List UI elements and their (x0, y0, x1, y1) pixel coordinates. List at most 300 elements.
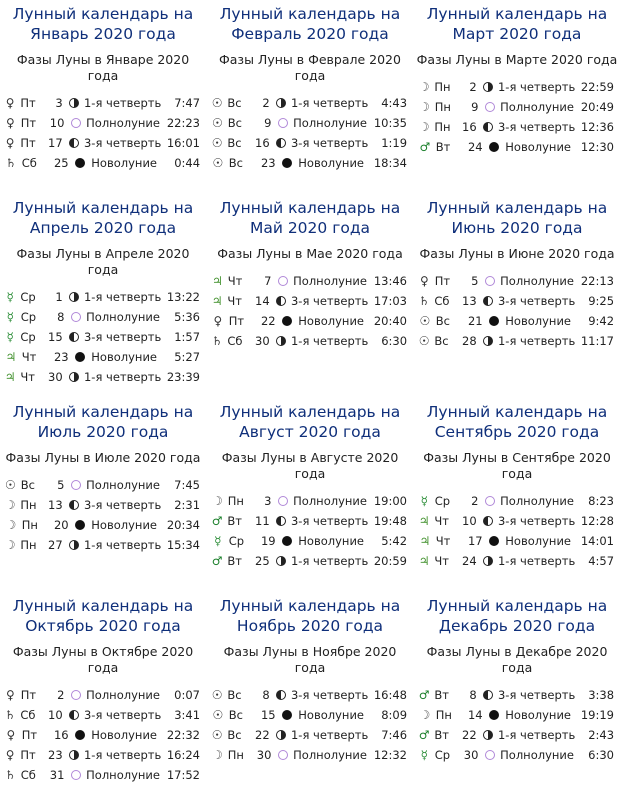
phase-time: 19:00 (373, 494, 407, 508)
phase-name: Новолуние (298, 156, 365, 170)
phase-time: 0:07 (174, 688, 200, 702)
jupiter-icon: ♃ (419, 534, 431, 548)
weekday: Ср (434, 494, 451, 508)
month-subtitle: Фазы Луны в Марте 2020 года (416, 52, 618, 67)
weekday: Вс (227, 136, 242, 150)
venus-icon: ♀ (5, 116, 15, 130)
weekday: Чт (227, 274, 243, 288)
mercury-icon: ☿ (6, 290, 14, 304)
weekday: Пн (227, 748, 244, 762)
moon-third-icon (69, 710, 79, 720)
phase-time: 6:30 (381, 334, 408, 348)
month-block (207, 400, 413, 571)
moon-phase-icon-wrap (488, 709, 502, 721)
phase-name: Полнолуние (293, 274, 367, 288)
date: 16 (462, 120, 477, 134)
phase-time: 8:23 (588, 494, 614, 508)
moon-third-icon (69, 332, 79, 342)
date: 23 (53, 350, 69, 364)
date: 23 (48, 748, 63, 762)
moon-phase-icon-wrap (69, 117, 82, 129)
date: 30 (255, 334, 270, 348)
date: 10 (49, 116, 65, 130)
moon-phase-icon-wrap (276, 275, 289, 287)
weekday: Вс (227, 116, 242, 130)
moon-phase-icon-wrap (281, 315, 295, 327)
date: 19 (260, 534, 276, 548)
moon-icon: ☽ (418, 100, 430, 114)
date: 30 (256, 748, 272, 762)
moon-icon: ☽ (418, 120, 430, 134)
moon-full-icon (485, 102, 495, 112)
month-title-line: Февраль 2020 года (231, 25, 389, 43)
moon-phase-icon-wrap (275, 515, 287, 527)
weekday: Пт (21, 728, 38, 742)
date: 15 (260, 708, 276, 722)
phase-name: Новолуние (298, 708, 365, 722)
phase-name: 3-я четверть (83, 498, 162, 512)
month-subtitle: Фазы Луны в Сентябре 2020 года (423, 450, 611, 481)
date: 8 (262, 688, 270, 702)
moon-full-icon (485, 750, 495, 760)
moon-full-icon (71, 480, 81, 490)
sun-icon: ☉ (419, 314, 431, 328)
moon-phase-icon-wrap (74, 729, 88, 741)
phase-row (418, 137, 620, 157)
weekday: Вс (228, 156, 243, 170)
moon-first-icon (69, 540, 79, 550)
phase-time: 22:23 (166, 116, 200, 130)
phase-name: Новолуние (91, 156, 158, 170)
phase-name: 1-я четверть (497, 554, 576, 568)
month-title-line: Лунный календарь на (12, 199, 194, 217)
moon-icon: ☽ (211, 494, 223, 508)
mercury-icon: ☿ (420, 494, 429, 508)
month-block (207, 196, 413, 351)
phase-name: 3-я четверть (497, 294, 576, 308)
moon-phase-icon-wrap (68, 709, 80, 721)
phase-row (4, 327, 206, 347)
phase-row (418, 77, 620, 97)
phase-time: 17:52 (166, 768, 200, 782)
weekday: Ср (20, 290, 36, 304)
jupiter-icon: ♃ (418, 514, 430, 528)
date: 30 (463, 748, 479, 762)
phase-name: Полнолуние (86, 116, 160, 130)
phase-name: 3-я четверть (290, 294, 369, 308)
venus-icon: ♀ (5, 96, 15, 110)
phase-row (4, 725, 206, 745)
phase-row (418, 511, 620, 531)
weekday: Пт (20, 116, 37, 130)
date: 11 (255, 514, 270, 528)
jupiter-icon: ♃ (418, 554, 430, 568)
moon-new-icon (489, 142, 499, 152)
month-subtitle: Фазы Луны в Августе 2020 года (221, 450, 399, 481)
phase-list (207, 93, 413, 173)
weekday: Пн (434, 80, 451, 94)
date: 22 (462, 728, 477, 742)
date: 1 (55, 290, 63, 304)
month-title (0, 4, 206, 44)
phase-time: 12:36 (580, 120, 615, 134)
phase-row (4, 367, 206, 387)
venus-icon: ♀ (5, 136, 15, 150)
month-title-line: Апрель 2020 года (29, 219, 177, 237)
month-title (207, 198, 413, 238)
phase-time: 7:46 (381, 728, 408, 742)
moon-first-icon (483, 730, 493, 740)
phase-name: Полнолуние (500, 748, 574, 762)
month-title-line: Лунный календарь на (219, 199, 401, 217)
moon-phase-icon-wrap (68, 539, 80, 551)
moon-first-icon (483, 556, 493, 566)
phase-time: 2:31 (174, 498, 201, 512)
phase-name: 1-я четверть (83, 96, 162, 110)
date: 14 (467, 708, 483, 722)
month-block (0, 196, 206, 387)
weekday: Чт (434, 554, 449, 568)
phase-row (4, 515, 206, 535)
phase-row (211, 511, 413, 531)
moon-phase-icon-wrap (69, 479, 82, 491)
mercury-icon: ☿ (6, 330, 14, 344)
phase-name: Полнолуние (86, 310, 160, 324)
phase-time: 4:43 (381, 96, 408, 110)
moon-phase-icon-wrap (68, 97, 80, 109)
month-title-line: Ноябрь 2020 года (236, 617, 384, 635)
moon-phase-icon-wrap (483, 275, 496, 287)
moon-phase-icon-wrap (275, 335, 287, 347)
weekday: Вс (20, 478, 35, 492)
date: 5 (57, 478, 65, 492)
phase-row (418, 331, 620, 351)
phase-name: Новолуние (505, 140, 572, 154)
phase-row (418, 311, 620, 331)
moon-phase-icon-wrap (74, 351, 88, 363)
weekday: Вт (434, 688, 449, 702)
phase-row (4, 745, 206, 765)
phase-time: 19:48 (373, 514, 408, 528)
moon-full-icon (71, 118, 81, 128)
weekday: Пт (20, 96, 36, 110)
phase-row (418, 685, 620, 705)
moon-phase-icon-wrap (488, 535, 502, 547)
moon-phase-icon-wrap (488, 315, 502, 327)
date: 2 (262, 96, 270, 110)
month-subtitle: Фазы Луны в Декабре 2020 года (426, 644, 608, 675)
date: 3 (55, 96, 63, 110)
phase-time: 5:27 (174, 350, 201, 364)
phase-time: 6:30 (588, 748, 614, 762)
date: 10 (48, 708, 63, 722)
phase-time: 0:44 (174, 156, 201, 170)
month-title-line: Декабрь 2020 года (438, 617, 596, 635)
moon-first-icon (483, 82, 493, 92)
phase-name: Новолуние (91, 518, 158, 532)
phase-time: 12:28 (580, 514, 615, 528)
moon-third-icon (483, 690, 493, 700)
moon-icon: ☽ (4, 538, 16, 552)
phase-name: 3-я четверть (290, 136, 369, 150)
moon-phase-icon-wrap (69, 311, 82, 323)
month-title-line: Март 2020 года (452, 25, 582, 43)
phase-row (211, 153, 413, 173)
phase-list (414, 271, 620, 351)
date: 25 (53, 156, 69, 170)
phase-time: 7:45 (174, 478, 200, 492)
moon-phase-icon-wrap (68, 331, 80, 343)
mars-icon: ♂ (211, 514, 223, 528)
moon-first-icon (69, 292, 79, 302)
weekday: Вс (227, 96, 242, 110)
date: 13 (462, 294, 477, 308)
moon-phase-icon-wrap (482, 555, 494, 567)
month-title (414, 402, 620, 442)
moon-phase-icon-wrap (68, 371, 80, 383)
phase-row (211, 311, 413, 331)
phase-row (4, 347, 206, 367)
weekday: Пт (434, 274, 451, 288)
moon-icon: ☽ (418, 80, 430, 94)
phase-time: 20:40 (373, 314, 408, 328)
phase-row (4, 113, 206, 133)
mars-icon: ♂ (418, 688, 430, 702)
moon-phase-icon-wrap (482, 515, 494, 527)
phase-time: 5:36 (174, 310, 200, 324)
weekday: Вт (435, 140, 451, 154)
month-block (414, 2, 620, 157)
phase-time: 23:39 (166, 370, 201, 384)
moon-full-icon (71, 770, 81, 780)
date: 31 (49, 768, 65, 782)
moon-third-icon (483, 296, 493, 306)
phase-name: 1-я четверть (290, 554, 369, 568)
jupiter-icon: ♃ (211, 294, 223, 308)
phase-name: 3-я четверть (83, 708, 162, 722)
phase-name: Полнолуние (293, 494, 367, 508)
moon-full-icon (278, 750, 288, 760)
sun-icon: ☉ (211, 116, 223, 130)
phase-time: 9:25 (588, 294, 615, 308)
phase-name: 3-я четверть (83, 136, 162, 150)
moon-full-icon (278, 276, 288, 286)
weekday: Чт (434, 514, 449, 528)
weekday: Пн (21, 518, 38, 532)
weekday: Пт (20, 136, 36, 150)
moon-phase-icon-wrap (276, 117, 289, 129)
moon-third-icon (276, 296, 286, 306)
date: 8 (57, 310, 65, 324)
date: 16 (255, 136, 270, 150)
weekday: Пт (20, 688, 37, 702)
phase-row (211, 331, 413, 351)
sun-icon: ☉ (211, 688, 223, 702)
date: 24 (462, 554, 477, 568)
weekday: Сб (20, 708, 36, 722)
weekday: Пн (434, 100, 451, 114)
phase-row (211, 685, 413, 705)
weekday: Сб (20, 768, 36, 782)
moon-full-icon (485, 496, 495, 506)
month-title (414, 4, 620, 44)
month-subtitle: Фазы Луны в Октябре 2020 года (12, 644, 194, 675)
phase-time: 3:41 (174, 708, 201, 722)
weekday: Сб (434, 294, 450, 308)
saturn-icon: ♄ (4, 768, 16, 782)
date: 9 (264, 116, 272, 130)
phase-name: Новолуние (91, 350, 158, 364)
moon-first-icon (276, 98, 286, 108)
phase-name: 3-я четверть (497, 688, 576, 702)
date: 13 (48, 498, 63, 512)
weekday: Вс (227, 728, 242, 742)
phase-name: Полнолуние (500, 494, 574, 508)
moon-new-icon (489, 710, 499, 720)
month-title (0, 402, 206, 442)
weekday: Вс (228, 708, 243, 722)
phase-list (0, 475, 206, 555)
month-block (0, 2, 206, 173)
weekday: Ср (20, 330, 36, 344)
date: 3 (264, 494, 272, 508)
month-title-line: Август 2020 года (239, 423, 381, 441)
date: 24 (467, 140, 483, 154)
phase-time: 13:22 (166, 290, 201, 304)
mars-icon: ♂ (211, 554, 223, 568)
moon-phase-icon-wrap (483, 101, 496, 113)
jupiter-icon: ♃ (5, 350, 17, 364)
month-title-line: Июль 2020 года (37, 423, 169, 441)
date: 2 (57, 688, 65, 702)
venus-icon: ♀ (6, 728, 16, 742)
phase-name: Полнолуние (500, 274, 574, 288)
moon-phase-icon-wrap (483, 495, 496, 507)
phase-row (4, 535, 206, 555)
phase-list (414, 77, 620, 157)
moon-phase-icon-wrap (281, 157, 295, 169)
moon-new-icon (282, 710, 292, 720)
phase-time: 10:35 (373, 116, 407, 130)
phase-row (418, 531, 620, 551)
month-title (207, 596, 413, 636)
weekday: Вс (434, 334, 449, 348)
moon-phase-icon-wrap (482, 121, 494, 133)
moon-phase-icon-wrap (488, 141, 502, 153)
moon-new-icon (282, 316, 292, 326)
date: 8 (469, 688, 477, 702)
date: 14 (255, 294, 270, 308)
phase-list (0, 685, 206, 785)
phase-list (0, 287, 206, 387)
moon-third-icon (69, 500, 79, 510)
weekday: Сб (21, 156, 37, 170)
weekday: Пт (228, 314, 245, 328)
phase-name: Полнолуние (86, 688, 160, 702)
moon-first-icon (276, 336, 286, 346)
weekday: Чт (227, 294, 242, 308)
moon-third-icon (483, 122, 493, 132)
moon-phase-icon-wrap (482, 689, 494, 701)
moon-phase-icon-wrap (68, 749, 80, 761)
moon-phase-icon-wrap (275, 555, 287, 567)
moon-phase-icon-wrap (74, 519, 88, 531)
month-title-line: Июнь 2020 года (451, 219, 583, 237)
moon-new-icon (75, 352, 85, 362)
month-title (0, 596, 206, 636)
date: 25 (255, 554, 270, 568)
moon-new-icon (282, 536, 292, 546)
month-subtitle: Фазы Луны в Июле 2020 года (5, 450, 201, 465)
month-title-line: Лунный календарь на (426, 199, 608, 217)
phase-row (211, 491, 413, 511)
month-subtitle: Фазы Луны в Январе 2020 года (16, 52, 190, 83)
weekday: Вс (227, 688, 242, 702)
phase-name: 1-я четверть (83, 748, 162, 762)
weekday: Пн (435, 708, 452, 722)
month-subtitle: Фазы Луны в Мае 2020 года (217, 246, 403, 261)
phase-time: 22:13 (580, 274, 614, 288)
month-title-line: Лунный календарь на (12, 5, 194, 23)
moon-phase-icon-wrap (68, 291, 80, 303)
phase-name: Новолуние (298, 534, 365, 548)
phase-name: 1-я четверть (290, 96, 369, 110)
moon-phase-icon-wrap (482, 729, 494, 741)
phase-name: Полнолуние (86, 768, 160, 782)
moon-third-icon (276, 690, 286, 700)
saturn-icon: ♄ (5, 156, 17, 170)
month-title-line: Лунный календарь на (12, 597, 194, 615)
phase-name: 1-я четверть (83, 538, 162, 552)
phase-time: 13:46 (373, 274, 407, 288)
weekday: Ср (434, 748, 451, 762)
date: 5 (471, 274, 479, 288)
moon-first-icon (69, 750, 79, 760)
moon-new-icon (489, 316, 499, 326)
phase-row (211, 133, 413, 153)
month-block (414, 594, 620, 765)
moon-icon: ☽ (5, 518, 17, 532)
moon-phase-icon-wrap (275, 689, 287, 701)
weekday: Пн (227, 494, 244, 508)
moon-full-icon (485, 276, 495, 286)
month-title-line: Январь 2020 года (30, 25, 176, 43)
moon-phase-icon-wrap (482, 295, 494, 307)
mercury-icon: ☿ (420, 748, 429, 762)
phase-row (211, 271, 413, 291)
date: 10 (462, 514, 477, 528)
phase-row (418, 551, 620, 571)
phase-time: 2:43 (588, 728, 615, 742)
moon-phase-icon-wrap (275, 137, 287, 149)
moon-new-icon (282, 158, 292, 168)
phase-name: Полнолуние (293, 116, 367, 130)
weekday: Вт (227, 554, 242, 568)
venus-icon: ♀ (5, 748, 15, 762)
phase-time: 5:42 (381, 534, 408, 548)
sun-icon: ☉ (211, 728, 223, 742)
phase-row (211, 725, 413, 745)
phase-row (4, 133, 206, 153)
moon-first-icon (483, 336, 493, 346)
phase-row (418, 745, 620, 765)
moon-phase-icon-wrap (483, 749, 496, 761)
venus-icon: ♀ (419, 274, 429, 288)
phase-name: 3-я четверть (83, 330, 162, 344)
date: 23 (260, 156, 276, 170)
month-title-line: Лунный календарь на (426, 403, 608, 421)
moon-third-icon (276, 138, 286, 148)
